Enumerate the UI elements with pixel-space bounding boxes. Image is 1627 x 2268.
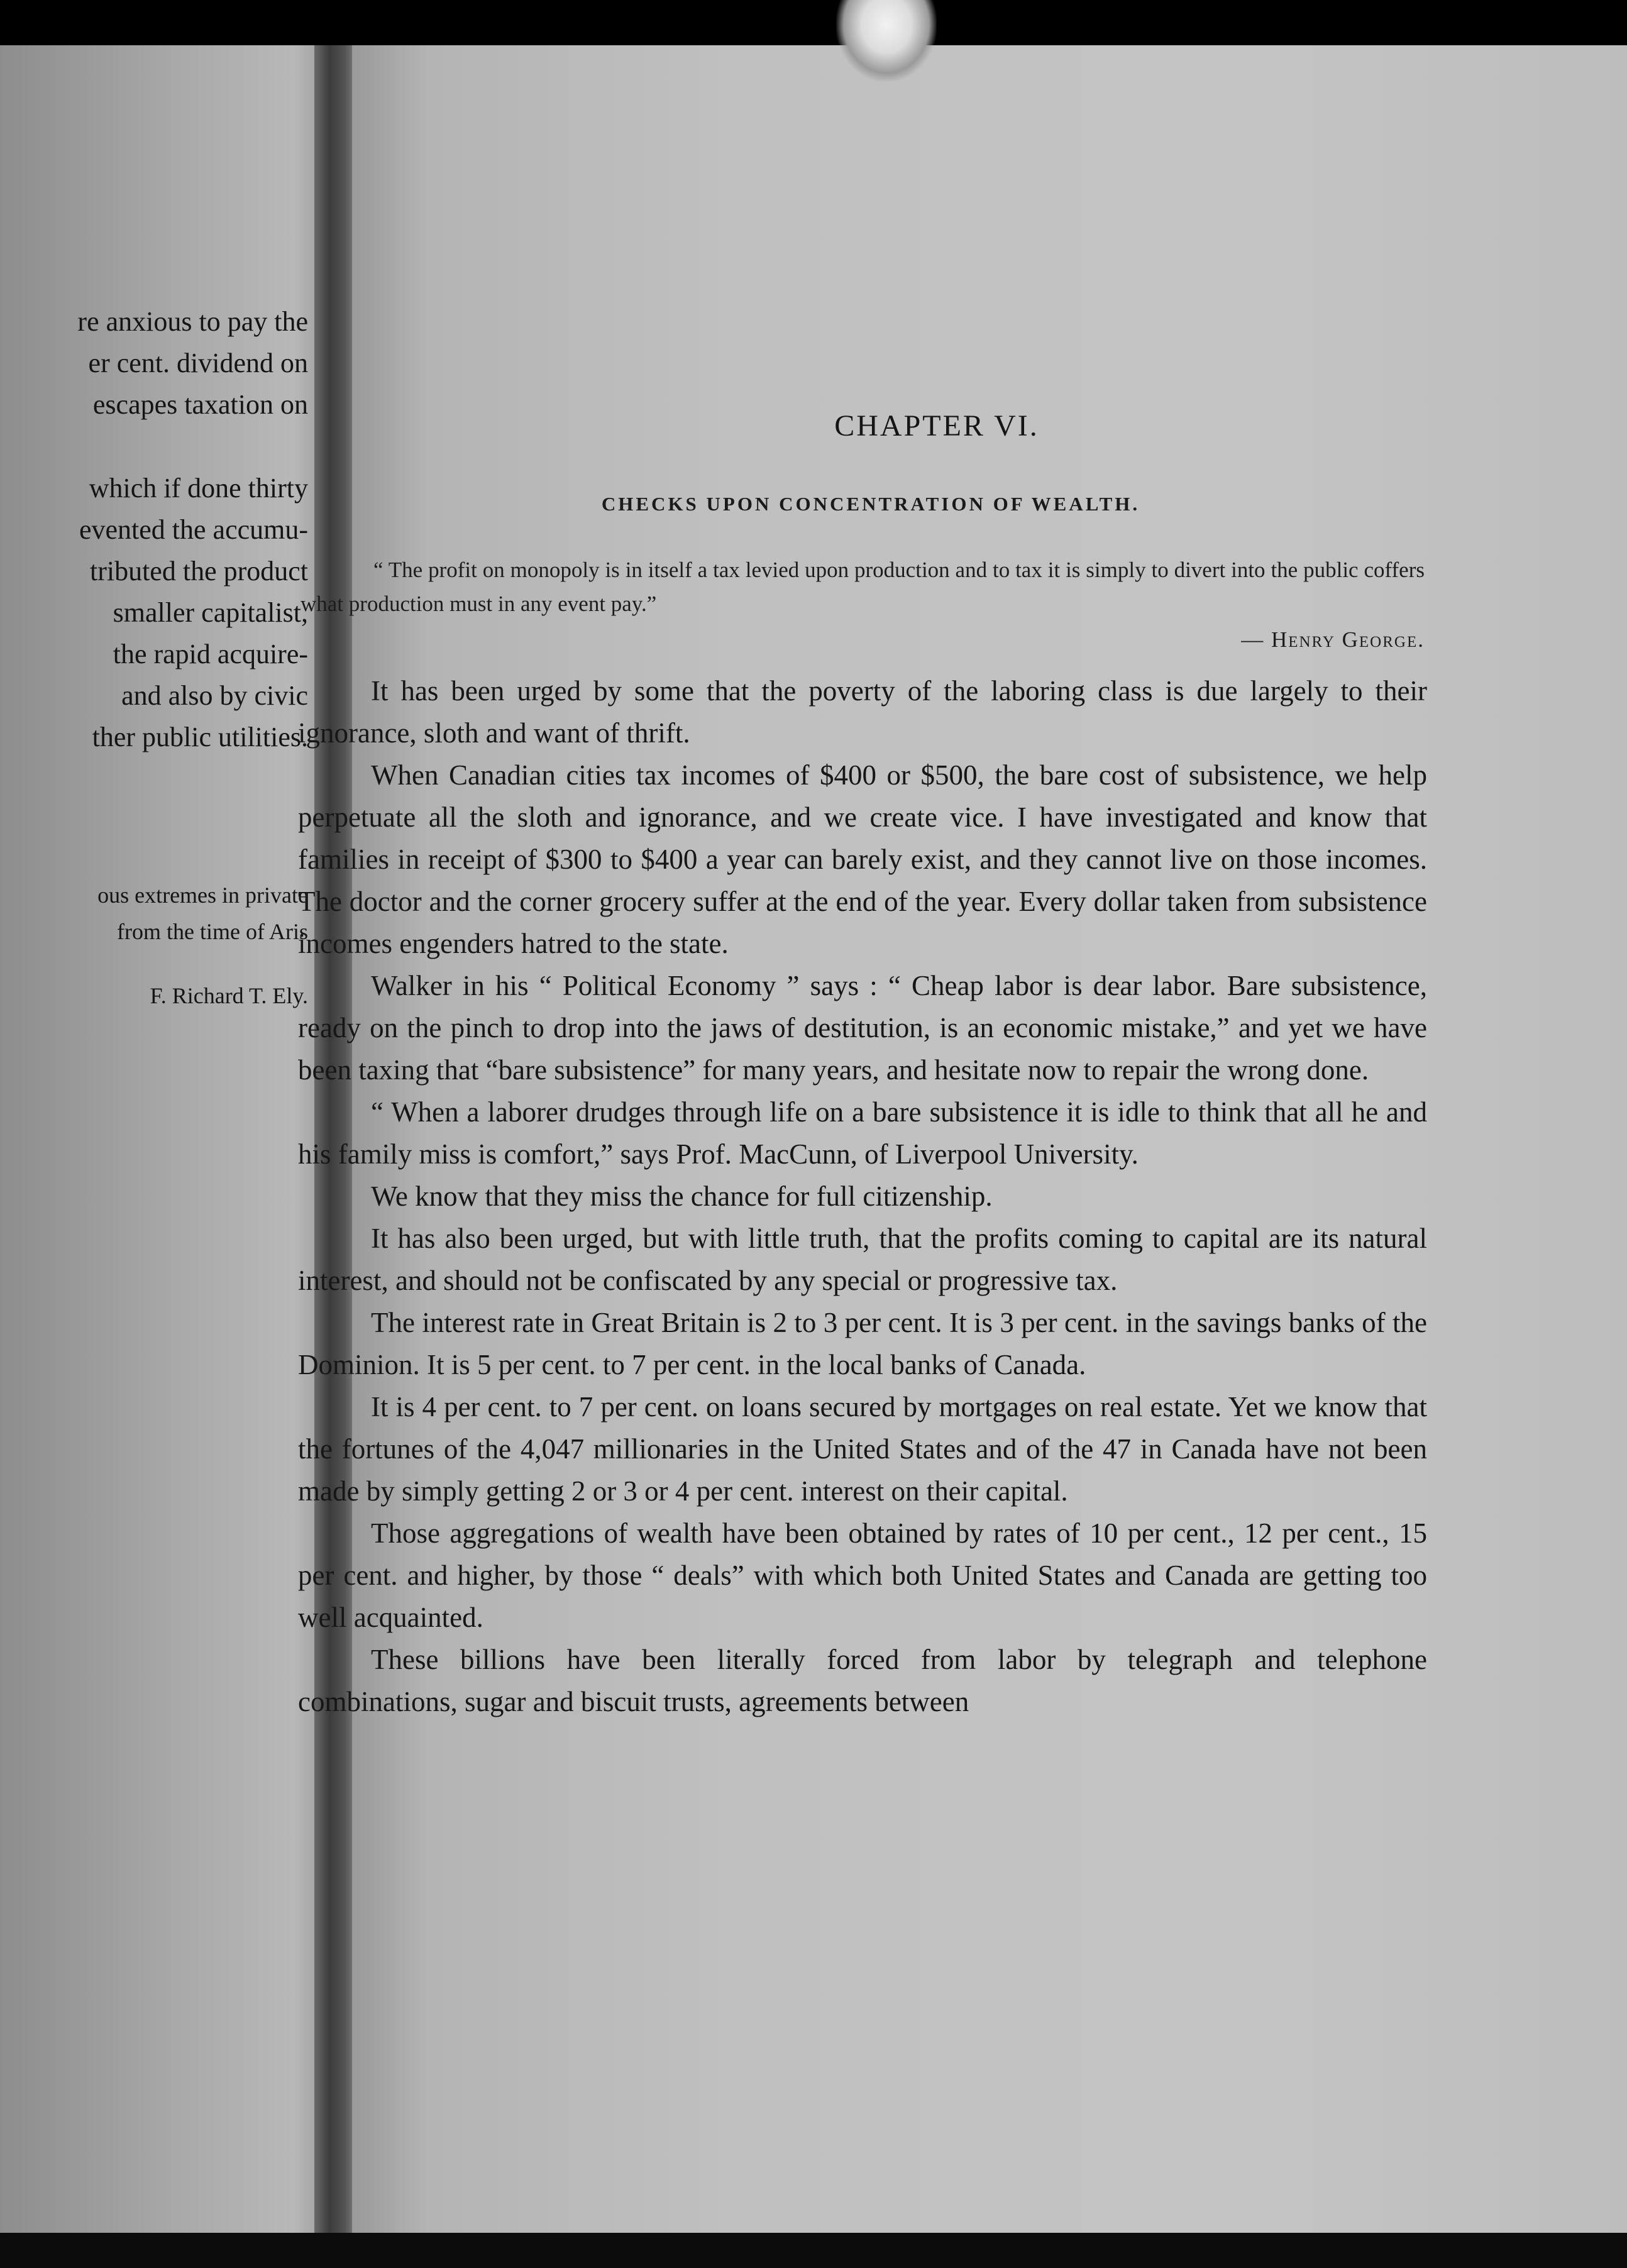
torn-paper-scrap	[836, 0, 937, 82]
left-page-line: evented the accumu-	[79, 514, 308, 545]
left-page-line: ous extremes in private	[97, 883, 308, 908]
paragraph: These billions have been literally forced from labor by telegraph and telephone combinations, sugar and biscuit trusts, agreements between	[298, 1644, 1427, 1717]
left-page-line: er cent. dividend on	[88, 348, 308, 378]
left-page-line: smaller capitalist,	[113, 597, 308, 628]
epigraph-quote: “ The profit on monopoly is in itself a tax levied upon production and to tax it is simply to divert into the public coffers what production must in any event pay.”	[301, 558, 1425, 616]
paragraph: We know that they miss the chance for full citizenship.	[371, 1181, 993, 1212]
paragraph: “ When a laborer drudges through life on a bare subsistence it is idle to think that all he and his family miss is comfort,” says Prof. MacCunn, of Liverpool University.	[298, 1096, 1427, 1170]
paragraph: It is 4 per cent. to 7 per cent. on loans secured by mortgages on real estate. Yet we know that the fortunes of the 4,047 millionaries in the United States and of the 47 in Canada have not been made by simply getting 2 or 3 or 4 per cent. interest on their capital.	[298, 1391, 1427, 1507]
body-text	[298, 670, 1427, 1723]
paragraph: When Canadian cities tax incomes of $400 or $500, the bare cost of subsistence, we help perpetuate all the sloth and ignorance, and we create vice. I have investigated and know that families in receipt of $300 to $400 a year can barely exist, and they cannot live on those incomes. The doctor and the corner grocery suffer at the end of the year. Every dollar taken from subsistence incomes engenders hatred to the state.	[298, 759, 1427, 959]
left-page-line: the rapid acquire-	[113, 639, 308, 669]
left-page-line: which if done thirty	[89, 473, 308, 504]
left-page-line: escapes taxation on	[92, 389, 308, 420]
paragraph: Those aggregations of wealth have been obtained by rates of 10 per cent., 12 per cent., 15 per cent. and higher, by those “ deals” with which both United States and Canada are getting too well acquainted.	[298, 1517, 1427, 1633]
chapter-title: CHAPTER VI.	[834, 409, 1039, 443]
paragraph: The interest rate in Great Britain is 2 to 3 per cent. It is 3 per cent. in the savings banks of the Dominion. It is 5 per cent. to 7 per cent. in the local banks of Canada.	[298, 1307, 1427, 1380]
left-page-line: from the time of Aris	[117, 919, 308, 944]
left-page-line: and also by civic	[121, 680, 308, 711]
paragraph: It has been urged by some that the poverty of the laboring class is due largely to their ignorance, sloth and want of thrift.	[298, 675, 1427, 749]
epigraph-author: — Henry George.	[1241, 627, 1425, 652]
left-page-line: F. Richard T. Ely.	[150, 983, 308, 1008]
paragraph: It has also been urged, but with little truth, that the profits coming to capital are its natural interest, and should not be confiscated by any special or progressive tax.	[298, 1223, 1427, 1296]
paragraph: Walker in his “ Political Economy ” says : “ Cheap labor is dear labor. Bare subsistence, ready on the pinch to drop into the jaws of destitution, is an economic mistake,” and yet we have been taxing that “bare subsistence” for many years, and hesitate now to repair the wrong done.	[298, 970, 1427, 1086]
left-page-line: re anxious to pay the	[77, 306, 308, 337]
left-page-line: ther public utilities.	[92, 722, 308, 752]
scan-bottom-border	[0, 2233, 1627, 2268]
left-page-line: tributed the product	[89, 556, 308, 586]
chapter-subtitle: CHECKS UPON CONCENTRATION OF WEALTH.	[601, 493, 1140, 515]
